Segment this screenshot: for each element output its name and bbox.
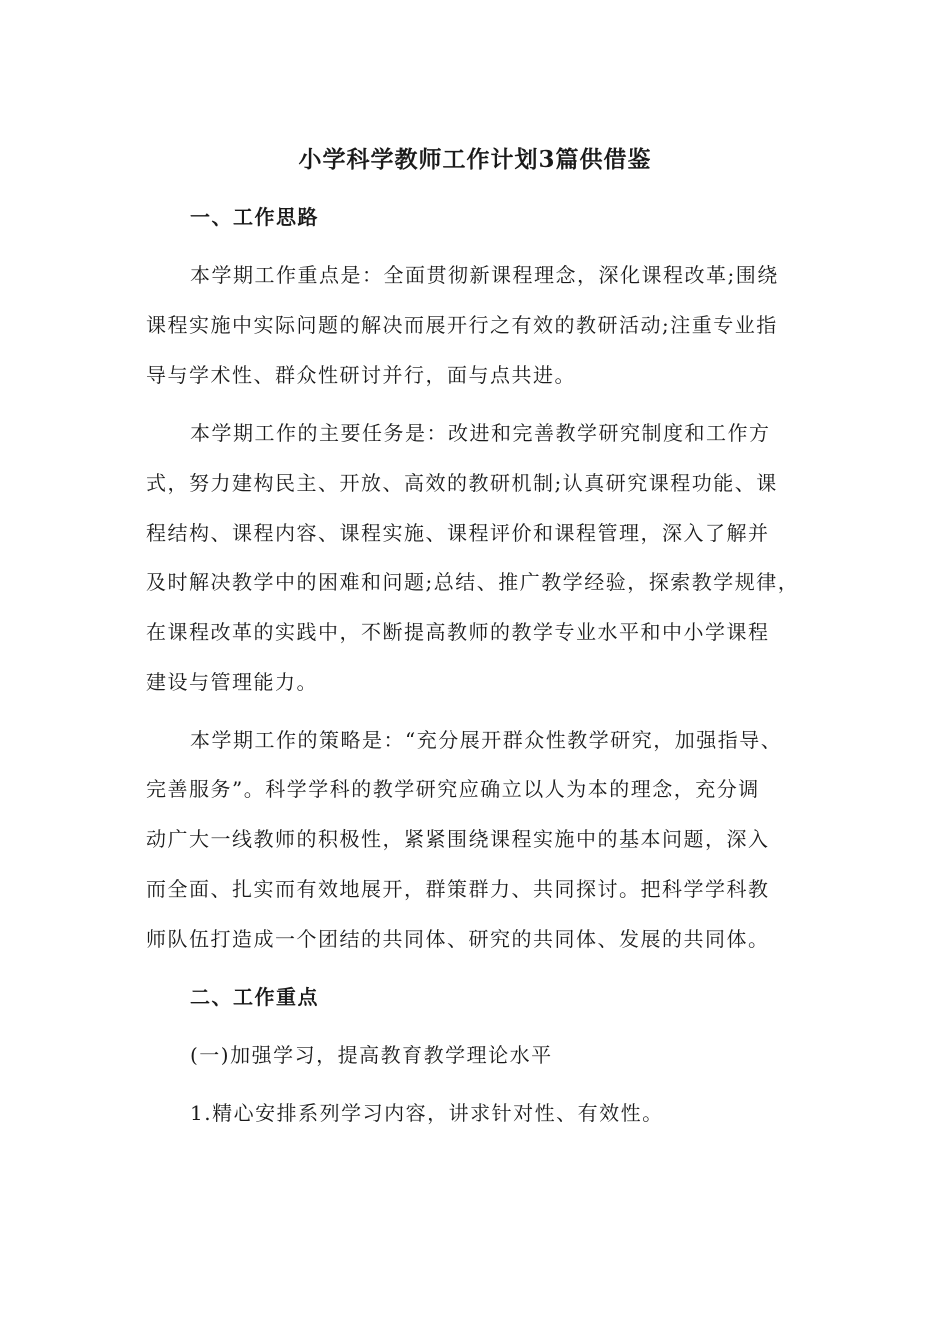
paragraph-line: 建设与管理能力。 <box>146 670 318 694</box>
paragraph-line: 而全面、扎实而有效地展开，群策群力、共同探讨。把科学学科教 <box>146 877 770 901</box>
paragraph-line: 完善服务”。科学学科的教学研究应确立以人为本的理念，充分调 <box>146 777 760 801</box>
subsection-heading: (一)加强学习，提高教育教学理论水平 <box>190 1043 553 1067</box>
paragraph-line: 本学期工作的主要任务是：改进和完善教学研究制度和工作方 <box>190 421 771 445</box>
paragraph-line: 动广大一线教师的积极性，紧紧围绕课程实施中的基本问题，深入 <box>146 827 770 851</box>
paragraph-line: 程结构、课程内容、课程实施、课程评价和课程管理，深入了解并 <box>146 521 770 545</box>
paragraph-line: 在课程改革的实践中，不断提高教师的教学专业水平和中小学课程 <box>146 620 770 644</box>
document-title: 小学科学教师工作计划3篇供借鉴 <box>298 146 652 173</box>
section-heading-work-thinking: 一、工作思路 <box>190 205 319 229</box>
list-item: 1.精心安排系列学习内容，讲求针对性、有效性。 <box>190 1101 664 1125</box>
paragraph-line: 及时解决教学中的困难和问题;总结、推广教学经验，探索教学规律， <box>146 570 800 594</box>
paragraph-line: 本学期工作的策略是：“充分展开群众性教学研究，加强指导、 <box>190 728 783 752</box>
paragraph-line: 导与学术性、群众性研讨并行，面与点共进。 <box>146 363 576 387</box>
paragraph-line: 师队伍打造成一个团结的共同体、研究的共同体、发展的共同体。 <box>146 927 770 951</box>
section-heading-work-focus: 二、工作重点 <box>190 985 319 1009</box>
paragraph-line: 课程实施中实际问题的解决而展开行之有效的教研活动;注重专业指 <box>146 313 778 337</box>
paragraph-line: 本学期工作重点是：全面贯彻新课程理念，深化课程改革;围绕 <box>190 263 779 287</box>
paragraph-line: 式，努力建构民主、开放、高效的教研机制;认真研究课程功能、课 <box>146 471 778 495</box>
